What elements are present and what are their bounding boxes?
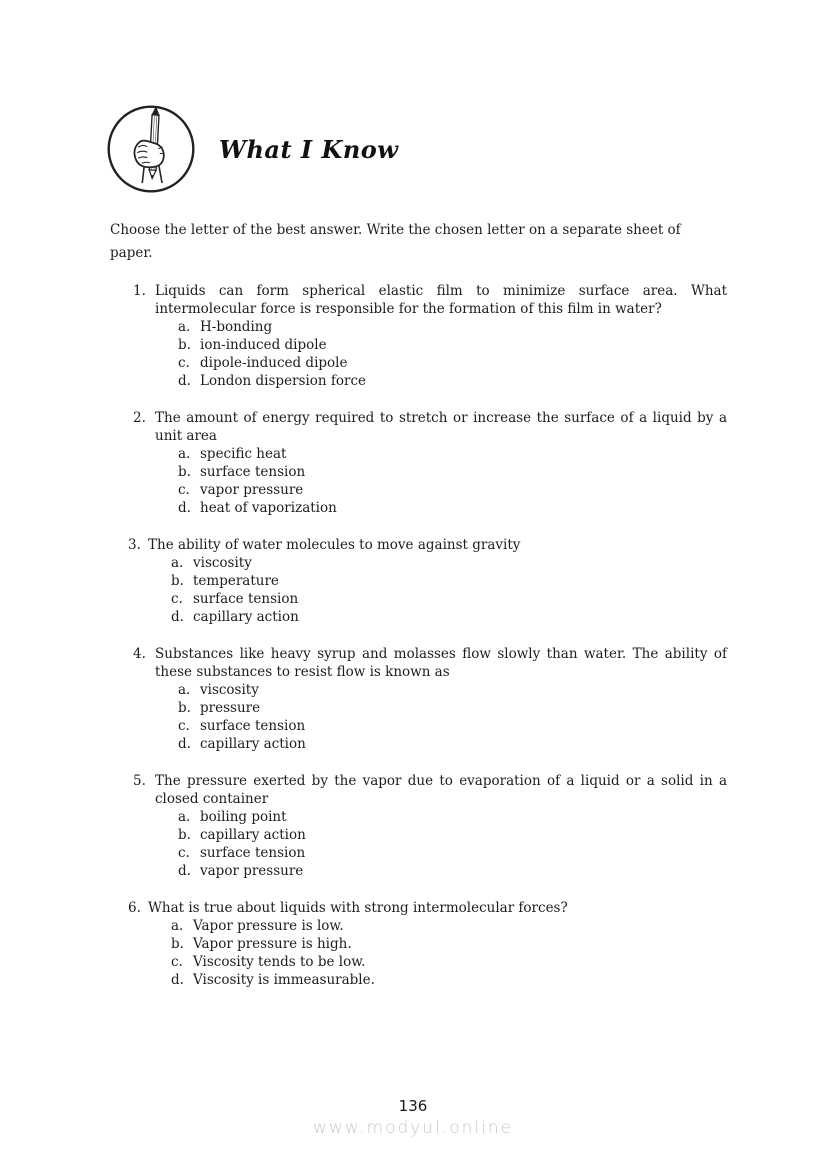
- option-text: surface tension: [200, 464, 306, 480]
- option-text: heat of vaporization: [200, 500, 337, 516]
- option-list: [155, 808, 727, 880]
- section-header: [0, 0, 826, 195]
- option-text: Viscosity is immeasurable.: [193, 972, 375, 988]
- question-number: 1.: [133, 283, 146, 299]
- option-b: [178, 463, 727, 481]
- option-text: London dispersion force: [200, 373, 367, 389]
- question-number: 2.: [133, 410, 146, 426]
- option-d: [178, 862, 727, 880]
- option-b: [171, 935, 727, 953]
- page-number: 136: [398, 1097, 428, 1115]
- option-letter: d.: [178, 863, 191, 879]
- option-letter: a.: [171, 918, 184, 934]
- option-list: [155, 318, 727, 390]
- option-letter: c.: [178, 845, 190, 861]
- option-letter: a.: [178, 446, 191, 462]
- option-text: ion-induced dipole: [200, 337, 327, 353]
- page-footer: [0, 1097, 826, 1138]
- option-letter: b.: [178, 700, 191, 716]
- option-b: [171, 572, 727, 590]
- option-text: capillary action: [200, 736, 306, 752]
- option-text: pressure: [200, 700, 261, 716]
- option-a: [178, 445, 727, 463]
- option-letter: d.: [171, 972, 184, 988]
- question-list: [110, 282, 727, 989]
- option-a: [178, 318, 727, 336]
- option-text: vapor pressure: [200, 863, 304, 879]
- option-letter: d.: [178, 500, 191, 516]
- question-3: [110, 536, 727, 626]
- option-text: temperature: [193, 573, 279, 589]
- option-letter: b.: [171, 936, 184, 952]
- question-text: The amount of energy required to stretch or increase the surface of a liquid by a unit area: [155, 410, 727, 444]
- option-list: [155, 681, 727, 753]
- option-letter: b.: [178, 337, 191, 353]
- option-d: [178, 735, 727, 753]
- question-6: [110, 899, 727, 989]
- option-text: H-bonding: [200, 319, 273, 335]
- option-text: surface tension: [200, 718, 306, 734]
- option-text: viscosity: [193, 555, 252, 571]
- question-text: The ability of water molecules to move against gravity: [148, 537, 521, 553]
- option-text: capillary action: [193, 609, 299, 625]
- question-5: [110, 772, 727, 880]
- question-number: 6.: [128, 900, 141, 916]
- option-letter: a.: [178, 319, 191, 335]
- option-letter: d.: [178, 373, 191, 389]
- option-a: [171, 917, 727, 935]
- option-letter: a.: [178, 682, 191, 698]
- option-a: [178, 808, 727, 826]
- option-text: Viscosity tends to be low.: [193, 954, 366, 970]
- option-b: [178, 699, 727, 717]
- option-a: [178, 681, 727, 699]
- question-1: [110, 282, 727, 390]
- option-a: [171, 554, 727, 572]
- option-text: vapor pressure: [200, 482, 304, 498]
- option-letter: b.: [171, 573, 184, 589]
- option-text: specific heat: [200, 446, 287, 462]
- option-text: dipole-induced dipole: [200, 355, 348, 371]
- question-2: [110, 409, 727, 517]
- option-text: capillary action: [200, 827, 306, 843]
- question-number: 5.: [133, 773, 146, 789]
- option-letter: b.: [178, 827, 191, 843]
- hand-writing-pencil-icon: [105, 103, 197, 195]
- option-list: [148, 554, 727, 626]
- option-letter: d.: [171, 609, 184, 625]
- option-c: [178, 717, 727, 735]
- option-text: surface tension: [200, 845, 306, 861]
- option-letter: c.: [178, 355, 190, 371]
- instructions-text: Choose the letter of the best answer. Write the chosen letter on a separate sheet of paper.: [110, 222, 681, 261]
- question-text: The pressure exerted by the vapor due to evaporation of a liquid or a solid in a closed container: [155, 773, 727, 807]
- option-d: [171, 608, 727, 626]
- option-text: Vapor pressure is high.: [193, 936, 352, 952]
- option-c: [178, 844, 727, 862]
- question-number: 3.: [128, 537, 141, 553]
- option-c: [171, 590, 727, 608]
- option-list: [155, 445, 727, 517]
- watermark-text: www.modyul.online: [312, 1118, 514, 1138]
- option-letter: a.: [178, 809, 191, 825]
- option-d: [178, 499, 727, 517]
- option-c: [171, 953, 727, 971]
- option-letter: c.: [178, 482, 190, 498]
- option-letter: c.: [178, 718, 190, 734]
- option-d: [171, 971, 727, 989]
- option-letter: b.: [178, 464, 191, 480]
- option-b: [178, 336, 727, 354]
- question-number: 4.: [133, 646, 146, 662]
- page-title: What I Know: [219, 134, 399, 164]
- question-text: Liquids can form spherical elastic film to minimize surface area. What intermolecular force is responsible for the formation of this film in water?: [155, 283, 727, 317]
- option-letter: c.: [171, 591, 183, 607]
- option-letter: d.: [178, 736, 191, 752]
- question-4: [110, 645, 727, 753]
- option-text: viscosity: [200, 682, 259, 698]
- option-c: [178, 354, 727, 372]
- option-d: [178, 372, 727, 390]
- option-list: [148, 917, 727, 989]
- option-text: Vapor pressure is low.: [193, 918, 344, 934]
- question-text: What is true about liquids with strong intermolecular forces?: [148, 900, 568, 916]
- option-text: boiling point: [200, 809, 287, 825]
- question-text: Substances like heavy syrup and molasses flow slowly than water. The ability of these substances to resist flow is known as: [155, 646, 727, 680]
- option-c: [178, 481, 727, 499]
- option-text: surface tension: [193, 591, 299, 607]
- option-b: [178, 826, 727, 844]
- option-letter: a.: [171, 555, 184, 571]
- option-letter: c.: [171, 954, 183, 970]
